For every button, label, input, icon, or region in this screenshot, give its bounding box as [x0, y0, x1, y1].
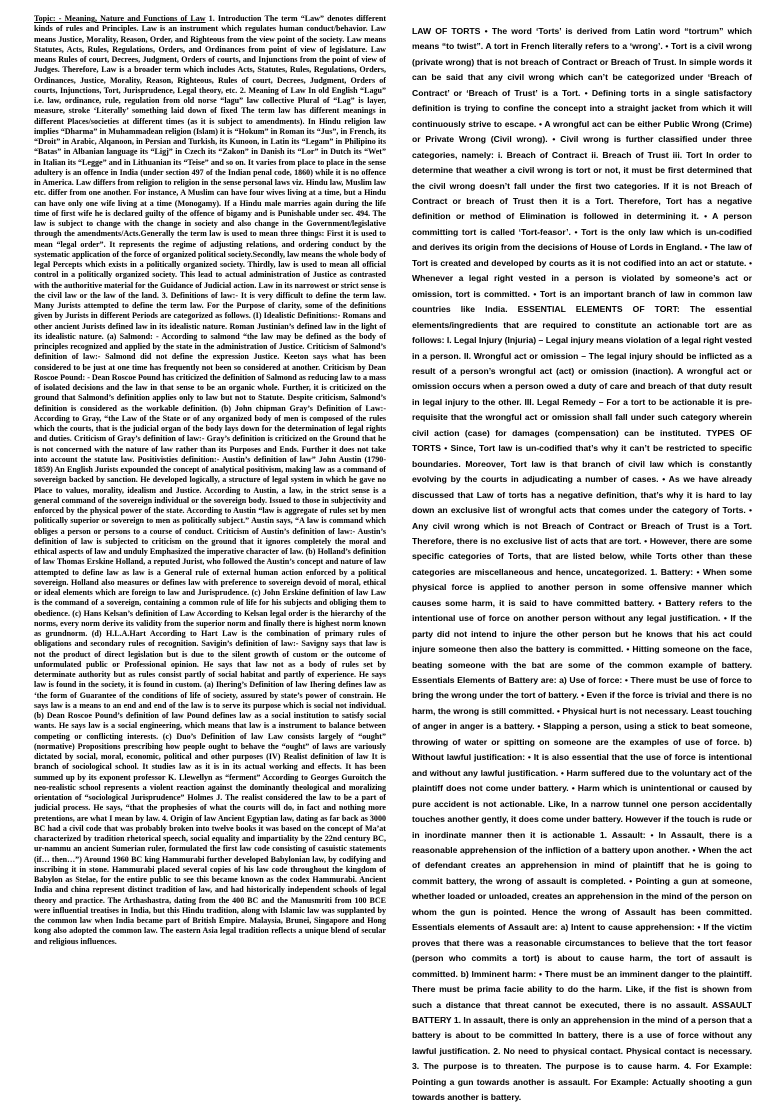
left-body-text: 1. Introduction The term “Law” denotes different kinds of rules and Principles. Law is an instrument which regulates human conduct/behavior. Law means Justice, Morality, Reason, Order, and Righteous from the view point of the society. Law means Statutes, Acts, Rules, Regulations, Orders, and Ordinances from point of view of legislature. Law means Rules of court, Decrees, Judgment, Orders of courts, and Injunctions from the point of view of Judges. Therefore, Law is a broader term which includes Acts, Statutes, Rules, Regulations, Orders, Ordinances, Justice, Morality, Reason, Righteous, Rules of court, Decrees, Judgment, Orders of courts, Injunctions, Tort, Jurisprudence, Legal theory, etc. 2. Meaning of Law In old English “Lagu” i.e. law, ordinance, rule, regulation from old norse “lagu” law collective Plural of “Lag” is layer, measure, stroke ‘Literally’ something laid down of fixed The term law has different meanings in different Places/societies at different times (as it is subject to amendments). In Hindu religion law implies “Dharma” in Muhammadean religion (Islam) it is “Hokum” in Roman its “Jus”, in French, its “Droit” in Arabic, Alqanoon, in Persian and Turkish, its Kunoon, in Latin its “Legam” in Philipino its “Batas” in Albanian language its “Ligj” in Czech its “Zakon” in Danish its “Lor” in Dutch its “Wet” in Italian its “Legge” and in Lithuanian its “Teise” and so on. It varies from place to place in the sense adultery is an offence in India (under section 497 of the Indian penal code, 1860) while it is no offence in America. Law differs from religion to religion in the sense personal laws viz. Hindu law, Muslim law etc. differ from one another. For instance, A Muslim can have four wives living at a time, but a Hindu can have only one wife living at a time (Monogamy). If a Hindu male marries again during the life time of first wife he is declared guilty of the offence of bigamy and is Punishable under sec. 494. The law is subject to change with the change in society and also change in the Government/legislative through the amendments/Acts.Generally the term law is used to mean three things: First it is used to mean “legal order”. It represents the regime of adjusting relations, and ordering conduct by the systematic application of the force of organized political society.Secondly, law means the whole body of legal Percepts which exists in a politically organized society. Thirdly, law is used to mean all official control in a politically organized society. This lead to actual administration of Justice as contrasted with the authoritive material for the Guidance of Judicial action. Law in its narrowest or strict sense is the civil law or the law of the land. 3. Definitions of law:- It is very difficult to define the term law. Many Jurists attempted to define the term law. For the Purpose of clarity, some of the definitions given by Jurists in different Periods are categorized as follows. (I) Idealistic Definitions:- Romans and other ancient Jurists defined law in its idealistic nature. Roman Justinian’s defined law in the light of its idealistic nature. (a) Salmond: - According to salmond “the law may be defined as the body of principles recognized and applied by the state in the administration of Justice. Criticism of Salmond’s definition of law:- Salmond did not define the expression Justice. Keeton says what has been considered to be just at one time has frequently not been so considered at another. Criticism by Dean Roscoe Pound: - Dean Roscoe Pound has criticized the definition of Salmond as reducing law to a mass of isolated decisions and the law in that sense to be an organic whole. Further, it is criticized on the ground that Salmond’s definition applies only to law but not to Statute. Despite criticism, Salmond’s definition is considered as the workable definition. (b) John chipman Gray’s Definition of Law:- According to Gray, “the Law of the State or of any organized body of men is composed of the rules which the courts, that is the judicial organ of the body lays down for the determination of legal rights and duties. Criticism of Gray’s definition of law:- Gray’s definition is criticized on the Ground that he is not concerned with the nature of law rather than its Purposes and Ends. Further it does not take into account the statute law. Positivisties definition:- Austin’s definition of law” John Austin (1790-1859) An English Jurists expounded the concept of analytical positivism, making law as a command of sovereign backed by sanction. He developed logically, a structure of legal system in which he gave no Place to values, morality, idealism and Justice. According to Austin, a law, in the strict sense is a general command of the sovereign individual or the sovereign body. Issued to those in subjectivity and enforced by the physical power of the state. According to Austin “law is aggregate of rules set by men politically superior or sovereign to men as politically subject.” Austin says, “A law is command which obliges a person or persons to a course of conduct. Criticism of Austin’s definition of law:- Austin’s definition of law is subjected to criticism on the ground that it ignores completely the moral and ethical aspects of law and unduly Emphasized the imperative character of law. (b) Holland’s definition of law Thomas Erskine Holland, a reputed Jurist, who followed the Austin’s concept and nature of law attempted to define law as law is a General rule of external human action enforced by a political sovereign. Holland also measures or defines law with preference to sovereign devoid of moral, ethical or ideal elements which are foreign to law and Jurisprudence. (c) John Erskine definition of law Law is the command of a sovereign, containing a common rule of life for his subjects and obliging them to obedience. (c) Hans Kelsan’s definition of Law According to Kelsan legal order is the hierarchy of the norms, every norm derive its validity from the superior norm and finally there is highest norm known as grundnorm. (d) H.L.A.Hart According to Hart Law is the combination of primary rules of obligations and secondary rules of recognition. Savigin’s definition of law:- Savigny says that law is not the product of direct legislation but is due to the silent growth of custom or the outcome of unformulated public or Professional opinion. He says that law not as a body of rules set by determinate authority but as rules consist partly of social habitat and partly of experience. He says law is found in the society, it is found in custom. (a) Ihering’s Definition of law Ihering defines law as ‘the form of Guarantee of the conditions of life of society, assured by state’s power of constrain. He says law is a means to an end and end of the law is to serve its purpose which is social not individual. (b) Dean Roscoe Pound’s definition of law Pound defines law as a social institution to satisfy social wants. He says law is a social engineering, which means that law is a instrument to balance between competing or conflicting interests. (c) Duo’s Definition of law Law consists largely of “ought” (normative) Propositions prescribing how people ought to behave the “ought” of laws are variously dictated by social, moral, economic, political and other purposes (IV) Realist definition of law It is branch of sociological school. It studies law as it is in its actual working and effects. It has been summed up by its exponent professor K. Llewellyn as “ferment” According to Georges Guroitch the neo-realistic school represents a violent reaction against the dominantly theological and moralizing orientation of “sociological Jurisprudence” Holmes J. The realist considered the law to be a part of judicial process. He says, “that the prophesies of what the courts will do, in fact and nothing more pretentions, are what I mean by law. 4. Origin of law Ancient Egyptian law, dating as far back as 3000 BC had a civil code that was probably broken into twelve books it was based on the concept of Ma’at characterized by tradition rhetorical speech, social equality and impartiality by the 22nd century BC, ur-nammu an ancient Sumerian ruler, formulated the first law code consisting of casuistic statements (if… then…”) Around 1960 BC king Hammurabi further developed Babylonian law, by codifying and inscribing it in stone. Hammurabi placed several copies of his law code throughout the kingdom of Babylon as Stelae, for the entire public to see this became known as the codex Hammurabi. Ancient India and china represent distinct tradition of law, and had historically independent schools of legal theory and practice. The Arthashastra, dating from the 400 BC and the Manusmriti from 100 BCE were influential treatises in India, but this Hindu tradition, along with Islamic law was supplanted by the common law when India became part of British Empire. Malaysia, Brunei, Singapore and Hong kong also adopted the common law. The eastern Asia legal tradition reflects a unique blend of secular and religious influences.: [34, 14, 387, 946]
left-column: [34, 14, 386, 1018]
topic-heading: Topic: - Meaning, Nature and Functions of Law: [34, 14, 206, 23]
right-body-text: LAW OF TORTS • The word ‘Torts’ is derived from Latin word “tortrum” which means “to twist”. A tort in French literally refers to a ‘wrong’. • Tort is a civil wrong (private wrong) that is not breach of Contract or Breach of Trust. In simple words it can be said that any civil wrong which can’t be categorized under ‘Breach of Contract’ or ‘Breach of Trust’ is a Tort. • Defining torts in a single satisfactory definition is trying to confine the concept into a straight jacket from which it will continuously strive to escape. • A wrongful act can be either Public Wrong (Crime) or Private Wrong (Civil wrong). • Civil wrong is further classified under three categories, namely: i. Breach of Contract ii. Breach of Trust iii. Tort In order to determine that weather a civil wrong is tort or not, it must be first determined that the civil wrong doesn’t fall under the first two categories. If it is not Breach of Contract or breach of Trust then it is a Tort. Therefore, Tort has a negative definition or method of Elimination is followed in determining it. • A person committing tort is called ‘Tort-feasor’. • Tort is the only law which is un-codified and derives its origin from the decisions of House of Lords in England. • The law of Tort is created and developed by courts as it is not codified into an act or statute. • Whenever a legal right vested in a person is violated by someone’s act or omission, tort is committed. • Tort is an important branch of law in common law countries like India. ESSENTIAL ELEMENTS OF TORT: The essential elements/ingredients that are required to constitute an actionable tort are as follows: I. Legal Injury (Injuria) – Legal injury means violation of a legal right vested in a person. II. Wrongful act or omission – The legal injury should be inflicted as a result of a person’s wrongful act (act) or omission (inaction). A wrongful act or omission occurs when a person owed a duty of care and breach of that duty result in legal injury to the other. III. Legal Remedy – For a tort to be actionable it is pre-requisite that the wrongful act or omission shall fall under such category wherein civil action (case) for damages (compensation) can be instituted. TYPES OF TORTS • Since, Tort law is un-codified that’s why it can’t be restricted to specific boundaries. Moreover, Tort law is that branch of civil law which is constantly evolving by the courts in adjudicating a number of cases. • As we have already discussed that Law of torts has a negative definition, that’s why it is hard to lay down an exclusive list of wrongful acts that comes under the category of Torts. • Any civil wrong which is not Breach of Contract or Breach of Trust is a Tort. Therefore, there is no exclusive list of acts that are tort. • However, there are some specific categories of Torts, that are listed below, while Torts other than these categories are miscellaneous and hence, uncategorized. 1. Battery: • When some physical force is applied to another person in some offensive manner which causes some harm, it is said to have committed battery. • Battery refers to the intentional use of force on another person without any legal justification. • If the party did not intend to injure the other person but he knows that his act could injure someone then also the battery is committed. • Hitting someone on the face, beating someone with the bat are some of the common example of battery. Essentials Elements of Battery are: a) Use of force: • There must be use of force to bring the wrong under the tort of battery. • Even if the force is trivial and there is no harm, the wrong is still committed. • Physical hurt is not necessary. Least touching of anger in anger is a battery. • Slapping a person, using a stick to beat someone, throwing of water or spitting on someone are the examples of use of force. b) Without lawful justification: • It is also essential that the use of force is intentional and without any lawful justification. • Harm suffered due to the voluntary act of the plaintiff does not come under battery. • Harm which is unintentional or caused by pure accident is not actionable. Like, In a narrow tunnel one person accidentally touches another gently, it does come under battery. However if the touch is rude or in inordinate manner then it is actionable 1. Assault: • In Assault, there is a reasonable apprehension of the infliction of a battery upon another. • When the act of defendant creates an apprehension in mind of plaintiff that he is going to commit battery, the wrong of assault is completed. • Pointing a gun at someone, whether loaded or unloaded, creates an apprehension in the mind of the person on whom the gun is pointed. Hence the wrong of Assault has been committed. Essentials elements of Assault are: a) Intent to cause apprehension: • If the victim proves that there was a reasonable circumstances to believe that the tort feasor (person who commits a tort) is about to cause harm, the tort of assault is committed. b) Imminent harm: • There must be an imminent danger to the plaintiff. There must be prima facie ability to do the harm. Like, if the fist is shown from such a distance that threat cannot be executed, there is no assault. ASSAULT BATTERY 1. In assault, there is only an apprehension in the mind of a person that a battery is about to be committed In battery, there is a use of force without any lawful justification. 2. No need to physical contact. Physical contact is necessary. 3. The purpose is to threaten. The purpose is to cause harm. 4. For Example: Pointing a gun towards another is assault. For Example: Actually shooting a gun towards another is battery.: [412, 26, 752, 1103]
left-paragraph: [34, 14, 386, 947]
right-column: [412, 24, 752, 1103]
